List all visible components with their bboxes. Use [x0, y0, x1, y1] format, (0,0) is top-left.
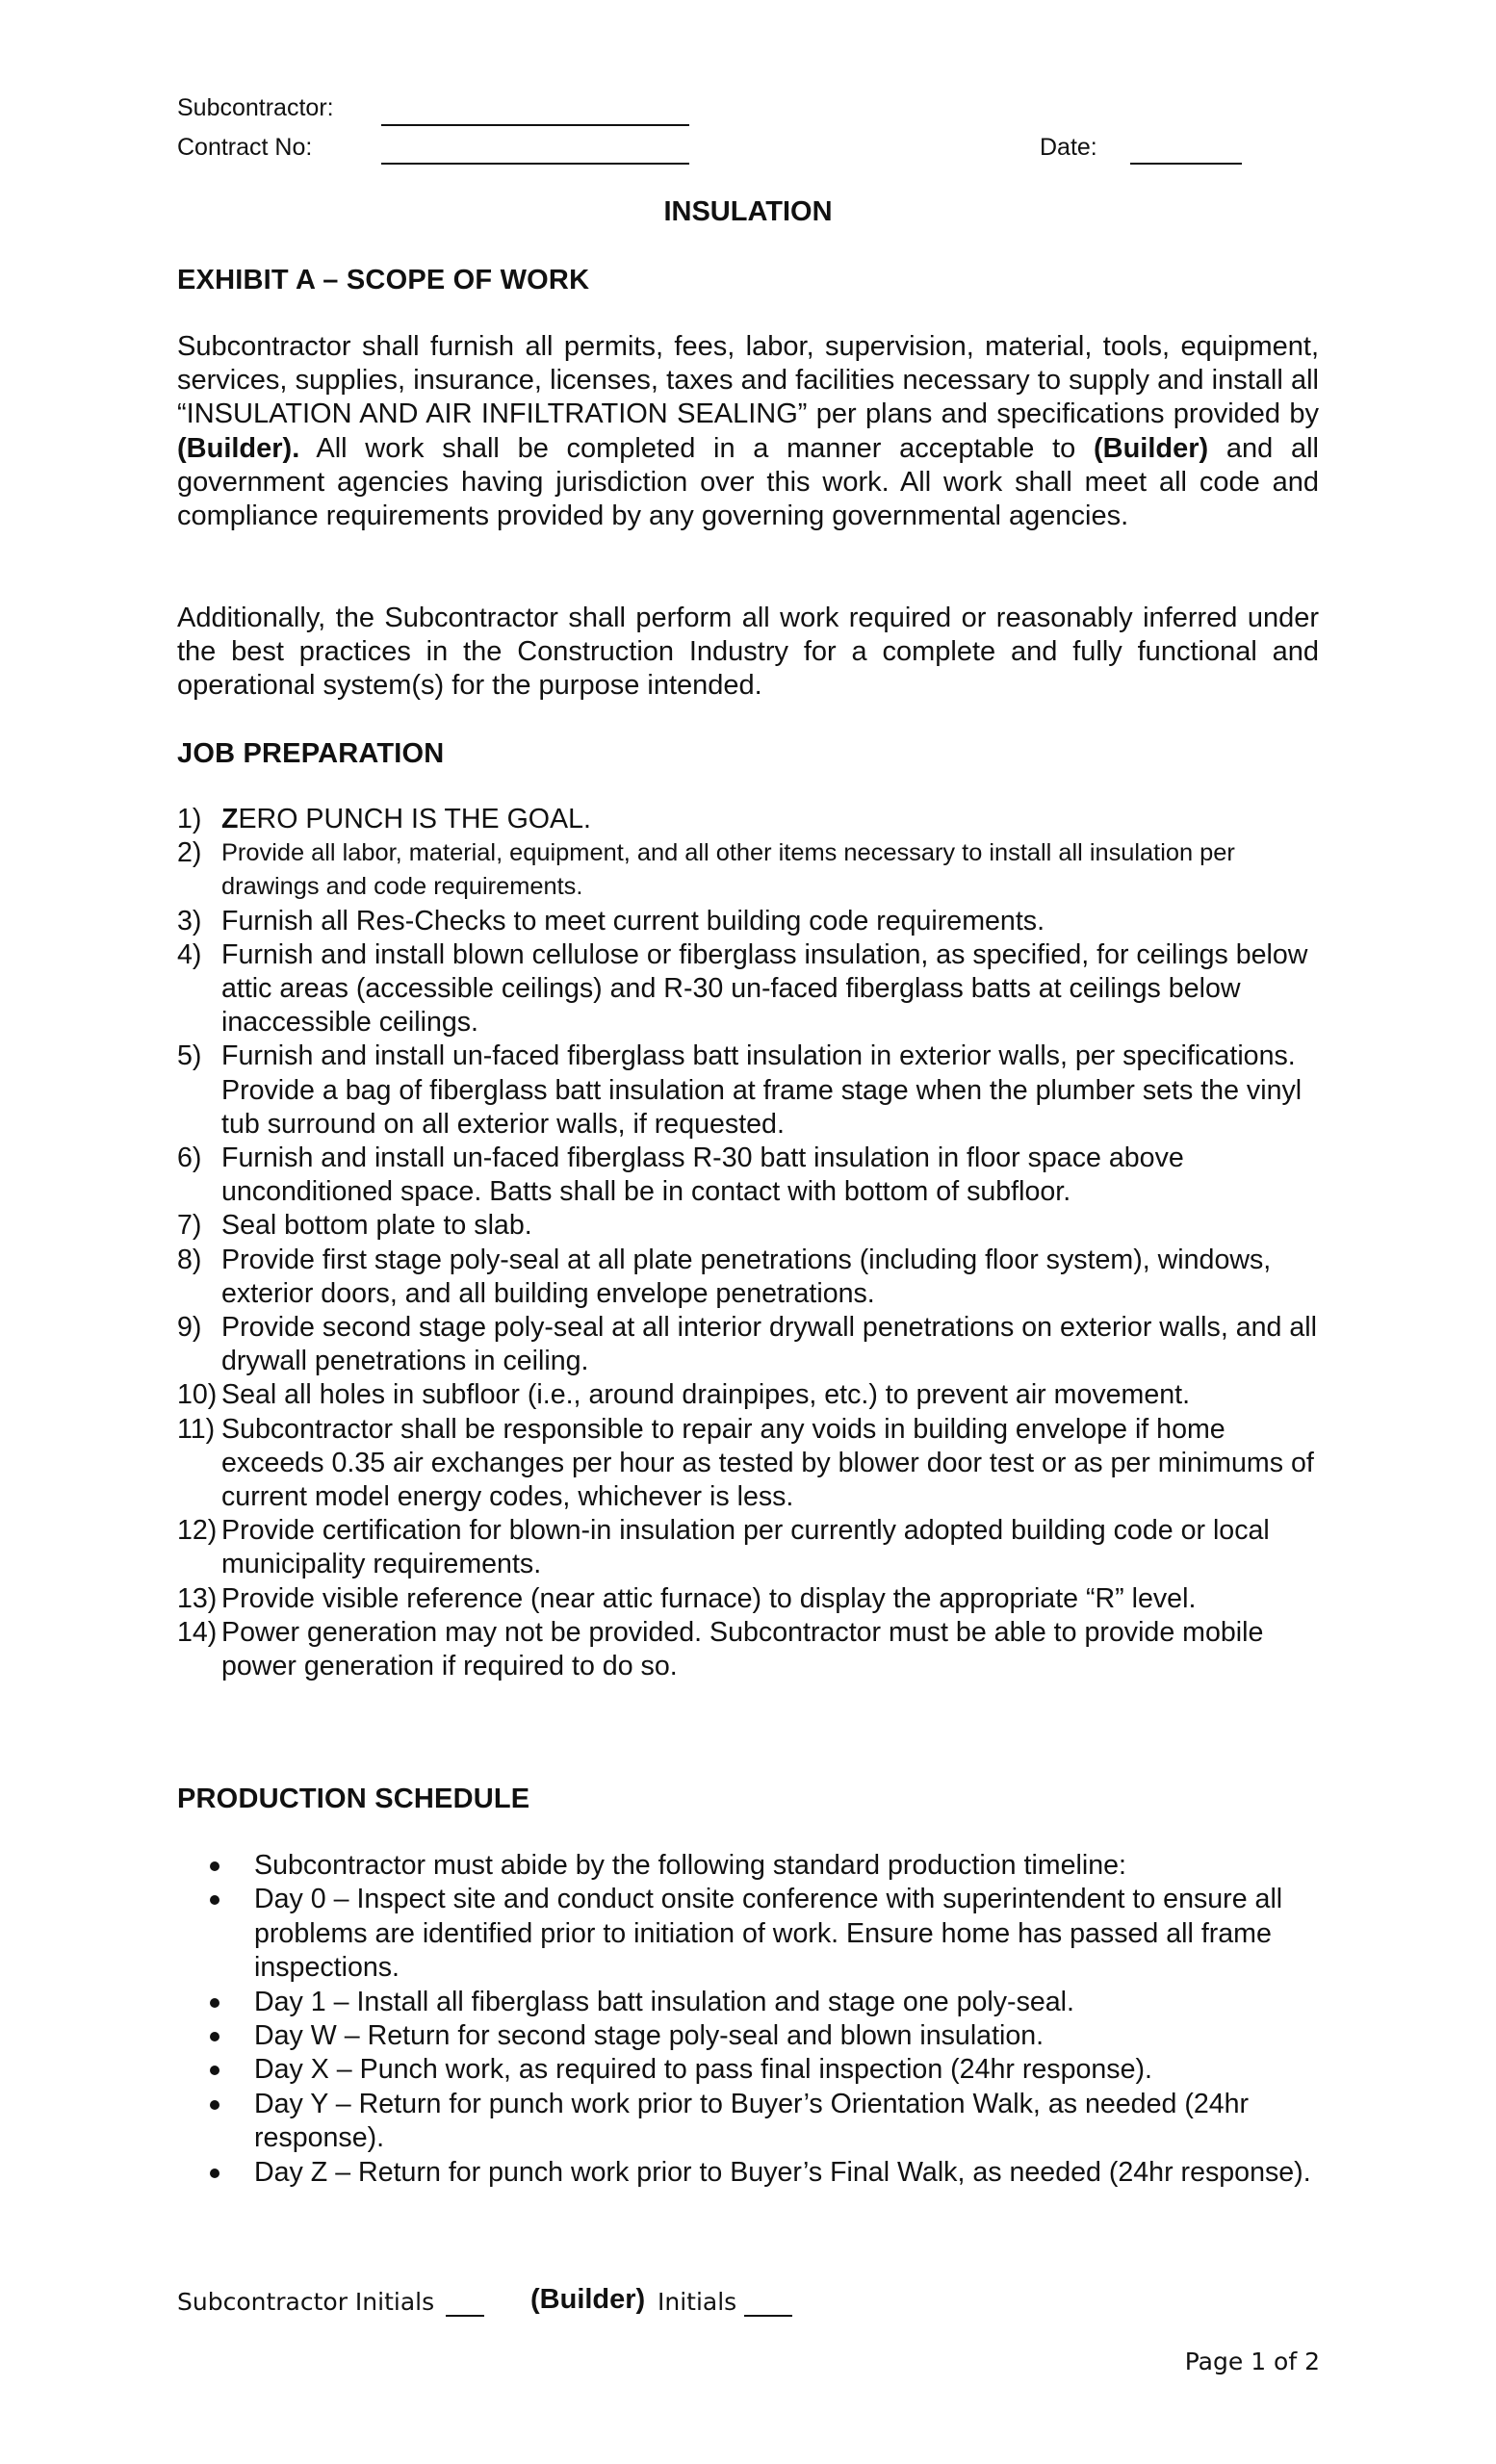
item-text: Provide second stage poly-seal at all interior drywall penetrations on exterior walls, and all drywall penetrations in ceiling. [221, 1312, 1317, 1377]
item-number: 2) [177, 837, 202, 869]
item-number: 9) [177, 1312, 202, 1344]
item-text: Furnish and install blown cellulose or fiberglass insulation, as specified, for ceilings below attic areas (accessible ceilings) and R-30 un-faced fiberglass batts at ceilings below inaccessible ceilings. [221, 938, 1308, 1039]
builder-name-2: (Builder) [1093, 432, 1209, 464]
item-number: 5) [177, 1040, 202, 1072]
bullet-icon [210, 2169, 219, 2178]
list-item [177, 803, 1332, 836]
item-text: Power generation may not be provided. Subcontractor must be able to provide mobile power generation if required to do so. [221, 1616, 1264, 1682]
item-number: 12) [177, 1515, 218, 1547]
additional-paragraph: Additionally, the Subcontractor shall perform all work required or reasonably inferred under the best practices in the Construction Industry for a complete and fully functional and operational system(s) for the purpose intended. [177, 603, 1319, 702]
list-item [208, 2088, 1334, 2156]
item-text: Provide certification for blown-in insulation per currently adopted building code or local municipality requirements. [221, 1515, 1270, 1580]
item-number: 4) [177, 938, 202, 970]
job-preparation-list [177, 803, 1332, 1683]
scope-text-a: Subcontractor shall furnish all permits, fees, labor, supervision, material, tools, equipment, services, supplies, insurance, licenses, taxes and facilities necessary to supply and install all “INSULATION AND AIR INFILTRATION SEALING” per plans and specifications provided by [177, 331, 1319, 430]
item-text: Day Z – Return for punch work prior to Buyer’s Final Walk, as needed (24hr response). [254, 2156, 1311, 2188]
bullet-icon [210, 2100, 219, 2110]
list-item [177, 1413, 1332, 1515]
item-text: Subcontractor must abide by the following standard production timeline: [254, 1850, 1126, 1881]
list-item [208, 2019, 1334, 2053]
list-item [208, 2156, 1334, 2190]
contract-no-label: Contract No: [177, 134, 313, 161]
list-item [177, 836, 1332, 904]
exhibit-heading: EXHIBIT A – SCOPE OF WORK [177, 265, 590, 295]
scope-text-b: All work shall be completed in a manner acceptable to [299, 432, 1094, 464]
subcontractor-label: Subcontractor: [177, 94, 334, 121]
list-item [177, 938, 1332, 1040]
item-number: 6) [177, 1142, 202, 1174]
list-item [208, 2053, 1334, 2087]
list-item [208, 1883, 1334, 1985]
date-label: Date: [1040, 134, 1097, 161]
item-first-letter: Z [221, 804, 239, 834]
subcontractor-initials-line [446, 2315, 484, 2317]
item-text: Day Y – Return for punch work prior to Buyer’s Orientation Walk, as needed (24hr response). [254, 2088, 1250, 2154]
list-item [177, 1514, 1332, 1581]
item-number: 10) [177, 1379, 218, 1411]
production-schedule-list [208, 1849, 1334, 2190]
item-number: 13) [177, 1582, 218, 1614]
list-item [208, 1986, 1334, 2019]
item-text: Provide all labor, material, equipment, and all other items necessary to install all insulation per drawings and code requirements. [221, 839, 1235, 901]
item-text: Subcontractor shall be responsible to repair any voids in building envelope if home exceeds 0.35 air exchanges per hour as tested by blower door test or as per minimums of current model energy codes, whichever is less. [221, 1413, 1314, 1513]
list-item [177, 1209, 1332, 1243]
item-text: Day 0 – Inspect site and conduct onsite conference with superintendent to ensure all problems are identified prior to initiation of work. Ensure home has passed all frame inspections. [254, 1884, 1283, 1984]
builder-label: (Builder) [530, 2284, 646, 2315]
item-text: Day X – Punch work, as required to pass final inspection (24hr response). [254, 2054, 1152, 2086]
item-text: Furnish and install un-faced fiberglass R-30 batt insulation in floor space above unconditioned space. Batts shall be in contact with bottom of subfloor. [221, 1142, 1184, 1208]
production-schedule-heading: PRODUCTION SCHEDULE [177, 1784, 530, 1814]
item-text: Seal all holes in subfloor (i.e., around drainpipes, etc.) to prevent air movement. [221, 1379, 1191, 1411]
bullet-icon [210, 2032, 219, 2041]
item-number: 8) [177, 1244, 202, 1275]
list-item [177, 1040, 1332, 1142]
job-preparation-heading: JOB PREPARATION [177, 738, 445, 769]
item-text: Provide visible reference (near attic furnace) to display the appropriate “R” level. [221, 1582, 1197, 1614]
scope-text-c: and all government agencies having jurisdiction over this work. All work shall meet all code and compliance requirements provided by any governing governmental agencies. [177, 432, 1319, 532]
item-number: 1) [177, 804, 202, 834]
builder-initials-label: Initials [658, 2288, 737, 2316]
page-number: Page 1 of 2 [1184, 2348, 1320, 2375]
subcontractor-initials-label: Subcontractor Initials [177, 2288, 435, 2316]
subcontractor-field-line [381, 124, 689, 126]
list-item [177, 1616, 1332, 1683]
bullet-icon [210, 1998, 219, 2008]
list-item [177, 1244, 1332, 1311]
item-text: Day W – Return for second stage poly-seal and blown insulation. [254, 2020, 1045, 2052]
list-item [177, 1378, 1332, 1412]
item-text: Provide first stage poly-seal at all plate penetrations (including floor system), windows, exterior doors, and all building envelope penetrations. [221, 1244, 1272, 1309]
bullet-icon [210, 2066, 219, 2075]
list-item [177, 905, 1332, 938]
item-text: Furnish all Res-Checks to meet current building code requirements. [221, 905, 1045, 937]
item-text: Day 1 – Install all fiberglass batt insulation and stage one poly-seal. [254, 1986, 1074, 2017]
contract-no-field-line [381, 163, 689, 165]
list-item [177, 1142, 1332, 1209]
builder-name-1: (Builder). [177, 432, 300, 464]
item-text: ERO PUNCH IS THE GOAL. [238, 804, 591, 834]
builder-initials-line [744, 2315, 792, 2317]
list-item [177, 1311, 1332, 1378]
bullet-icon [210, 1861, 219, 1871]
item-number: 3) [177, 905, 202, 937]
scope-paragraph [177, 330, 1319, 533]
list-item [177, 1582, 1332, 1616]
item-text: Furnish and install un-faced fiberglass batt insulation in exterior walls, per specifications. Provide a bag of fiberglass batt insulation at frame stage when the plumber sets the vinyl tub surround on all exterior walls, if requested. [221, 1040, 1303, 1140]
date-field-line [1130, 163, 1242, 165]
bullet-icon [210, 1895, 219, 1905]
item-text: Seal bottom plate to slab. [221, 1210, 532, 1242]
document-title: INSULATION [663, 196, 833, 227]
item-number: 7) [177, 1210, 202, 1242]
item-number: 11) [177, 1413, 216, 1445]
item-number: 14) [177, 1616, 218, 1648]
list-item [208, 1849, 1334, 1883]
